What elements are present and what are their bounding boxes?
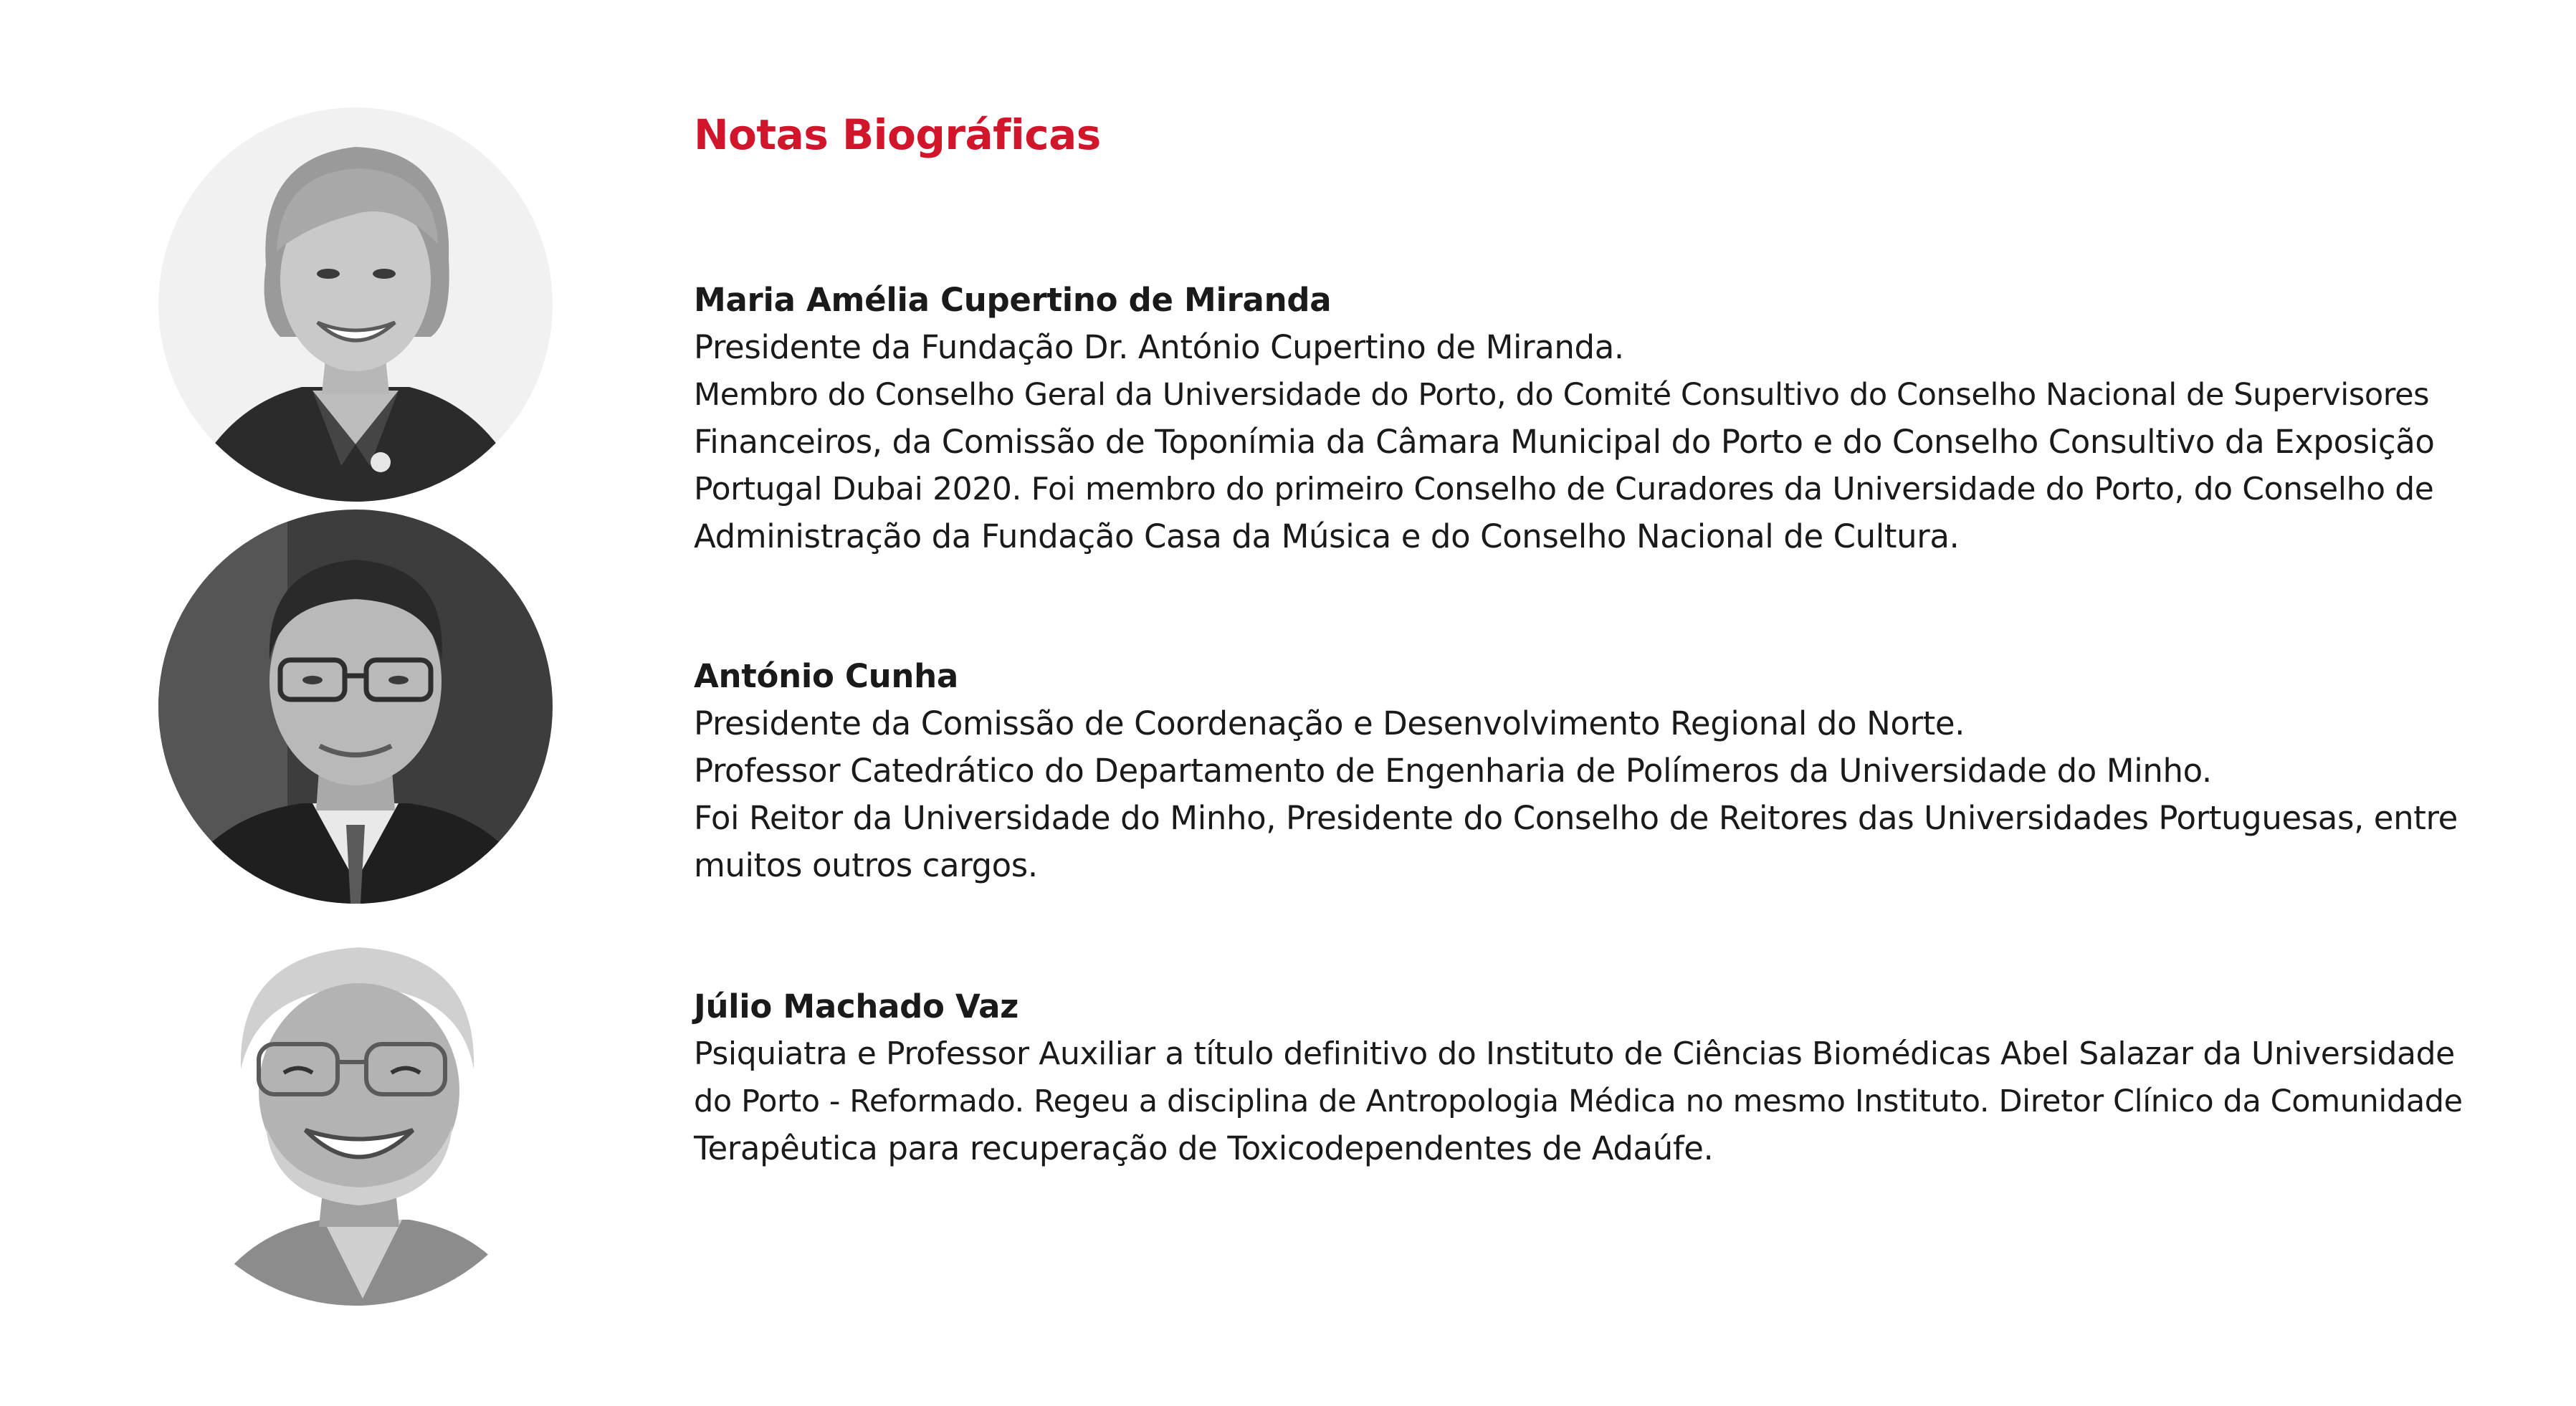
bio-name: Maria Amélia Cupertino de Miranda	[694, 281, 1332, 319]
bio-text-line: Membro do Conselho Geral da Universidade do Porto, do Comité Consultivo do Conselho Nacional de Supervisores	[694, 377, 2430, 413]
bio-text-line: Foi Reitor da Universidade do Minho, Presidente do Conselho de Reitores das Universidades Portuguesas, entre	[694, 799, 2458, 837]
page-title: Notas Biográficas	[694, 110, 1101, 159]
bio-name: Júlio Machado Vaz	[694, 987, 1019, 1025]
bio-text-line: Presidente da Fundação Dr. António Cupertino de Miranda.	[694, 328, 1624, 366]
bio-text-line: Presidente da Comissão de Coordenação e Desenvolvimento Regional do Norte.	[694, 704, 1965, 742]
bio-text-line: Professor Catedrático do Departamento de Engenharia de Polímeros da Universidade do Minho.	[694, 752, 2212, 790]
bio-text-line: muitos outros cargos.	[694, 846, 1038, 884]
bio-text-line: Portugal Dubai 2020. Foi membro do primeiro Conselho de Curadores da Universidade do Porto, do Conselho de	[694, 471, 2434, 507]
bio-text-line: Terapêutica para recuperação de Toxicodependentes de Adaúfe.	[694, 1129, 1714, 1167]
portrait-antonio-cunha	[158, 510, 553, 904]
portrait-julio-machado-vaz	[158, 912, 553, 1306]
bio-text-line: Administração da Fundação Casa da Música e do Conselho Nacional de Cultura.	[694, 517, 1960, 555]
bio-text-line: Financeiros, da Comissão de Toponímia da Câmara Municipal do Porto e do Conselho Consultivo da Exposição	[694, 423, 2435, 461]
bio-julio-machado-vaz	[694, 983, 2464, 1172]
bio-name: António Cunha	[694, 657, 958, 695]
portrait-maria-amelia-cupertino-de-miranda	[158, 107, 553, 502]
bio-text-line: Psiquiatra e Professor Auxiliar a título definitivo do Instituto de Ciências Biomédicas Abel Salazar da Universidade	[694, 1036, 2455, 1072]
bio-text-line: do Porto - Reformado. Regeu a disciplina de Antropologia Médica no mesmo Instituto. Diretor Clínico da Comunidade	[694, 1084, 2463, 1119]
bio-maria-amelia-cupertino-de-miranda	[694, 277, 2464, 560]
bio-antonio-cunha	[694, 653, 2464, 889]
